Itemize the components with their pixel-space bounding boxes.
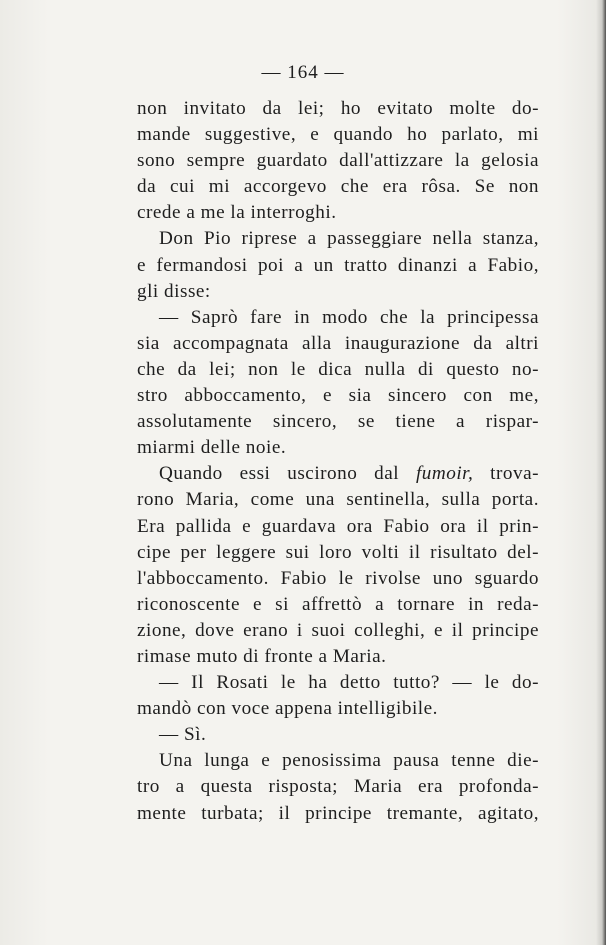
body-text — [137, 96, 539, 827]
text-line: tro a questa risposta; Maria era profonda- — [137, 776, 539, 798]
text-line: sia accompagnata alla inaugurazione da altri — [137, 332, 539, 354]
text-line: rimase muto di fronte a Maria. — [137, 645, 387, 667]
text-line: — Saprò fare in modo che la principessa — [159, 306, 539, 328]
text-line: riconoscente e si affrettò a tornare in reda- — [137, 593, 539, 615]
text-line: — Il Rosati le ha detto tutto? — le do- — [159, 672, 539, 694]
text-line: Una lunga e penosissima pausa tenne die- — [159, 750, 539, 772]
italic-word: fumoir, — [415, 463, 474, 485]
text-line: stro abboccamento, e sia sincero con me, — [137, 385, 539, 407]
text-line: che da lei; non le dica nulla di questo no- — [137, 358, 539, 380]
text-line: miarmi delle noie. — [137, 437, 287, 459]
text-line: zione, dove erano i suoi colleghi, e il principe — [137, 619, 539, 641]
page-number: — 164 — — [261, 62, 345, 83]
text-line: mandò con voce appena intelligibile. — [137, 698, 438, 720]
text-line: rono Maria, come una sentinella, sulla porta. — [137, 489, 539, 511]
text-line: mente turbata; il principe tremante, agitato, — [137, 802, 539, 824]
text-line: assolutamente sincero, se tiene a rispar- — [137, 411, 539, 433]
text-line: l'abboccamento. Fabio le rivolse uno sguardo — [137, 567, 539, 589]
text-line: Era pallida e guardava ora Fabio ora il prin- — [137, 515, 539, 537]
text-line: Don Pio riprese a passeggiare nella stanza, — [159, 228, 539, 250]
page-edge-shadow — [596, 0, 606, 945]
text-line: e fermandosi poi a un tratto dinanzi a Fabio, — [137, 254, 539, 276]
text-segment: trova- — [473, 463, 539, 485]
text-line: da cui mi accorgevo che era rôsa. Se non — [137, 176, 539, 198]
text-line: cipe per leggere sui loro volti il risultato del- — [137, 541, 539, 563]
text-line: gli disse: — [137, 280, 211, 302]
text-line: crede a me la interroghi. — [137, 202, 337, 224]
text-line: — Sì. — [159, 724, 207, 746]
text-line-with-italic — [137, 461, 539, 487]
text-line: sono sempre guardato dall'attizzare la gelosia — [137, 150, 539, 172]
text-line: non invitato da lei; ho evitato molte do- — [137, 98, 539, 119]
text-line: mande suggestive, e quando ho parlato, mi — [137, 124, 539, 146]
text-segment: Quando essi uscirono dal — [159, 463, 416, 485]
